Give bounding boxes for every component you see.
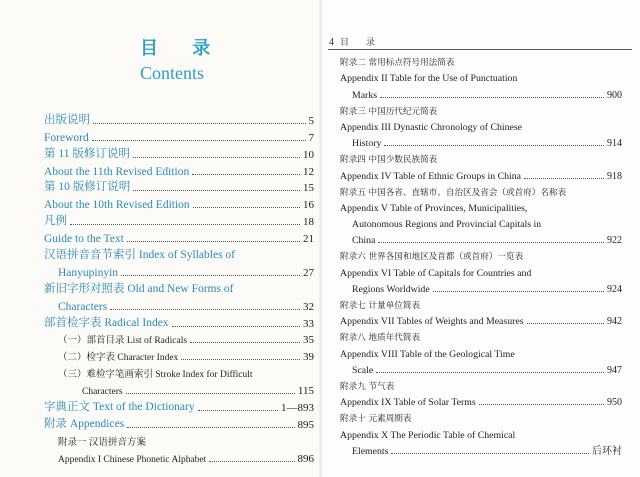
toc-entry: Guide to the Text 21 [44, 233, 314, 246]
toc-entry: Appendix II Table for the Use of Punctuation [340, 73, 518, 85]
toc-entry: （二）检字表 Character Index 39 [58, 351, 314, 364]
toc-entry: Autonomous Regions and Provincial Capitals in [352, 219, 542, 231]
toc-entry: Appendix VII Tables of Weights and Measures 942 [340, 316, 622, 328]
toc-entry: 部首检字表 Radical Index 33 [44, 316, 314, 330]
toc-entry: Elements 后环衬 [352, 445, 622, 457]
toc-entry: About the 11th Revised Edition 12 [44, 165, 314, 178]
toc-entry: Appendix X The Periodic Table of Chemical [340, 429, 516, 441]
toc-entry: Appendix V Table of Provinces, Municipalities, [340, 202, 528, 214]
toc-entry: Characters 32 [58, 300, 314, 313]
toc-entry: 附录九 节气表 [340, 381, 395, 392]
toc-entry: 附录三 中国历代纪元简表 [340, 106, 438, 117]
toc-entry: 附录六 世界各国和地区及首都（或首府）一览表 [340, 252, 524, 263]
toc-entry: Hanyupinyin 27 [58, 266, 314, 279]
left-toc-list [44, 110, 314, 465]
toc-entry: 附录十 元素周期表 [340, 414, 412, 425]
toc-entry: Appendix IX Table of Solar Terms 950 [340, 397, 622, 409]
toc-entry: Marks 900 [352, 89, 622, 101]
toc-entry: 出版说明 5 [44, 113, 314, 127]
toc-entry: 汉语拼音音节索引 Index of Syllables of [44, 249, 236, 262]
header-rule [328, 49, 632, 50]
page-number: 4 [329, 37, 334, 48]
toc-entry: Appendix VIII Table of the Geological Time [340, 348, 515, 360]
toc-entry: 附录一 汉语拼音方案 [58, 437, 146, 448]
toc-entry: Characters 115 [82, 385, 314, 398]
toc-entry: 附录五 中国各省、直辖市、自治区及省会（或首府）名称表 [340, 187, 567, 198]
right-toc-list [340, 52, 622, 457]
toc-entry: 附录四 中国少数民族简表 [340, 155, 438, 166]
toc-entry: 附录八 地质年代简表 [340, 333, 421, 344]
toc-entry: China 922 [352, 235, 622, 247]
running-header [329, 35, 382, 48]
toc-entry: About the 10th Revised Edition 16 [44, 199, 314, 212]
toc-entry: 新旧字形对照表 Old and New Forms of [44, 282, 234, 295]
toc-entry: 凡例 18 [44, 215, 314, 229]
toc-entry: Appendix IV Table of Ethnic Groups in China 918 [340, 170, 622, 182]
toc-entry: Appendix III Dynastic Chronology of Chinese [340, 121, 523, 133]
toc-entry: Appendix VI Table of Capitals for Countries and [340, 267, 532, 279]
toc-entry: Appendix I Chinese Phonetic Alphabet 896 [58, 452, 314, 465]
toc-entry: 附录七 计量单位简表 [340, 301, 421, 311]
toc-entry: 第 11 版修订说明 10 [44, 147, 314, 161]
toc-entry: 字典正文 Text of the Dictionary 1—893 [44, 401, 314, 415]
running-title: 目 录 [340, 38, 382, 48]
toc-entry: Foreword 7 [44, 131, 314, 144]
toc-entry: Regions Worldwide 924 [352, 283, 622, 295]
toc-entry: （一）部首目录 List of Radicals 35 [58, 334, 314, 347]
toc-entry: Scale 947 [352, 364, 622, 376]
contents-title-chinese: 目 录 [140, 38, 225, 59]
toc-entry: 第 10 版修订说明 15 [44, 181, 314, 195]
toc-entry: History 914 [352, 138, 622, 150]
contents-title-english: Contents [140, 63, 205, 83]
right-page [322, 0, 640, 477]
toc-entry: 附录 Appendices 895 [44, 417, 314, 431]
toc-entry: （三）难检字笔画索引 Stroke Index for Difficult [58, 370, 253, 381]
toc-entry: 附录二 常用标点符号用法简表 [340, 58, 455, 69]
